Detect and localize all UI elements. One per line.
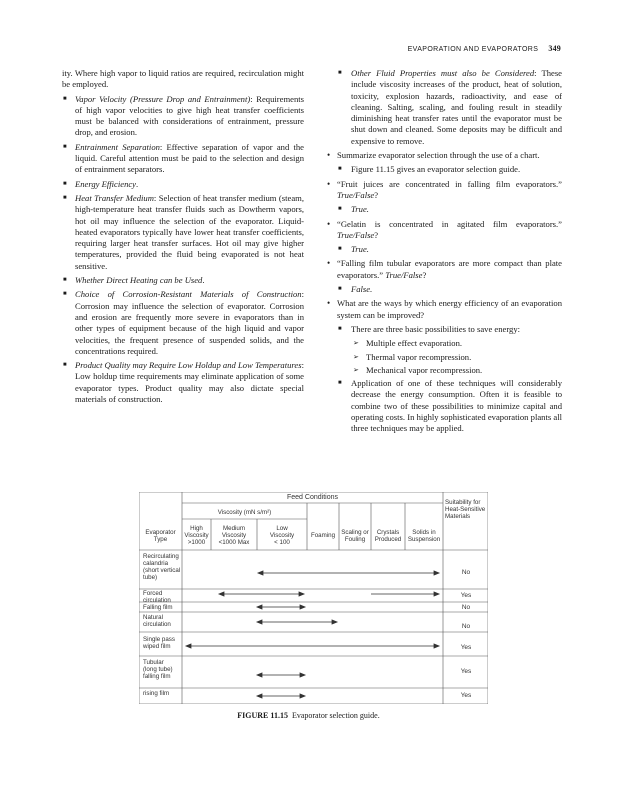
arrowhead-left xyxy=(257,605,262,609)
item-title: Energy Efficiency xyxy=(75,178,136,189)
item-text: . xyxy=(202,275,205,286)
header-line: Medium xyxy=(222,525,245,532)
suitability-line: Heat-Sensitive xyxy=(445,506,486,514)
question-text: What are the ways by which energy efficiency of an evaporation system can be improved? xyxy=(337,298,562,320)
label-line: Tubular xyxy=(143,659,164,666)
item-title: Heat Transfer Medium xyxy=(75,192,154,203)
header-line: Solids in xyxy=(412,529,436,536)
square-bullet-icon: ■ xyxy=(338,70,342,76)
answer-item xyxy=(326,244,562,255)
row-label-rising-film xyxy=(143,690,169,697)
answer-item xyxy=(326,324,562,335)
sub-item-text: Multiple effect evaporation. xyxy=(366,338,463,349)
answer-text: Figure 11.15 gives an evaporator selection guide. xyxy=(351,164,521,175)
true-false-tag: True/False xyxy=(337,229,375,240)
label-line: Forced xyxy=(143,590,163,597)
square-bullet-icon: ■ xyxy=(63,194,67,201)
round-bullet-icon: • xyxy=(327,298,331,309)
left-column xyxy=(62,68,304,408)
label-line: Natural xyxy=(143,614,163,621)
sub-item xyxy=(326,365,562,376)
high-viscosity-header xyxy=(182,525,211,547)
label-line: calandria xyxy=(143,560,169,567)
answer-text: Application of one of these techniques will considerably decrease the energy consumption. Often it is feasible to combine two of these possibilities to minimize capital and operating costs. In highly sophisticated evaporation plants all three techniques may be applied. xyxy=(351,378,562,434)
suitability-value: Yes xyxy=(460,692,472,699)
answer-item xyxy=(326,378,562,434)
list-item xyxy=(62,179,304,190)
suitability-value: No xyxy=(461,569,471,576)
arrowhead-right xyxy=(300,694,305,698)
arrowhead-right xyxy=(434,592,439,596)
square-bullet-icon: ■ xyxy=(63,291,67,298)
low-viscosity-header xyxy=(257,525,307,547)
suitability-value: Yes xyxy=(460,668,472,675)
question-item: • “Falling film tubular evaporators are more compact than plate evaporators.” True/False? xyxy=(327,258,562,280)
table-border xyxy=(139,492,488,704)
question-item xyxy=(326,298,562,321)
solids-header xyxy=(405,529,443,543)
figure-caption-text: Evaporator selection guide. xyxy=(291,711,380,720)
list-item xyxy=(62,289,304,357)
header-line: Suspension xyxy=(407,536,441,544)
question-text: “Fruit juices are concentrated in falling film evaporators.” xyxy=(337,178,562,189)
figure-label: FIGURE 11.15 xyxy=(237,711,288,720)
header-line: Fouling xyxy=(344,536,366,544)
row-label-wiped-film xyxy=(143,636,175,650)
label-line: circulation xyxy=(143,597,171,604)
round-bullet-icon: • xyxy=(327,178,331,189)
feed-conditions-header: Feed Conditions xyxy=(287,494,338,501)
round-bullet-icon: • xyxy=(327,150,331,161)
header-line: Viscosity xyxy=(269,532,295,540)
list-item xyxy=(62,142,304,176)
list-item xyxy=(326,68,562,147)
arrowhead-right xyxy=(434,644,439,648)
arrowhead-left xyxy=(257,673,262,677)
header-line: Produced xyxy=(374,536,402,544)
figure-caption xyxy=(0,711,617,720)
suitability-line: Suitability for xyxy=(445,499,481,506)
item-title: Vapor Velocity (Pressure Drop and Entrainment) xyxy=(75,93,251,104)
arrowhead-icon: ➢ xyxy=(353,352,359,361)
question-text: “Gelatin is concentrated in agitated film evaporators.” xyxy=(337,218,562,229)
question-item: • “Fruit juices are concentrated in falling film evaporators.” True/False? xyxy=(327,178,562,200)
square-bullet-icon: ■ xyxy=(338,246,342,253)
label-line: Recirculating xyxy=(143,553,179,560)
label-line: Falling film xyxy=(143,604,173,611)
suitability-line: Materials xyxy=(445,513,471,521)
item-title: Whether Direct Heating can be Used xyxy=(75,275,203,286)
answer-item xyxy=(326,204,562,215)
row-label-natural xyxy=(143,614,171,628)
arrowhead-right xyxy=(332,620,337,624)
square-bullet-icon: ■ xyxy=(63,143,67,150)
item-text: : Requirements of high vapor velocities to give high heat transfer coefficients must be balanced with considerations of entrainment, pressure drop, and erosion. xyxy=(75,93,304,138)
row-label-recirculating xyxy=(143,553,180,581)
page-number: 349 xyxy=(548,44,561,53)
answer-item xyxy=(326,284,562,295)
suitability-value: Yes xyxy=(460,592,472,599)
arrowhead-right xyxy=(299,592,304,596)
crystals-header xyxy=(371,529,405,543)
medium-viscosity-header xyxy=(211,525,257,547)
true-false-tag: True/False xyxy=(385,269,423,280)
arrowhead-icon: ➢ xyxy=(353,365,359,374)
answer-text: False. xyxy=(351,284,373,295)
left-intro: ity. Where high vapor to liquid ratios are required, recirculation might be employed. xyxy=(62,68,304,90)
row-label-falling-film xyxy=(143,604,173,611)
list-item xyxy=(62,275,304,286)
suitability-value: No xyxy=(461,623,471,630)
answer-text: True. xyxy=(351,204,369,215)
answer-text: True. xyxy=(351,244,369,255)
foaming-header: Foaming xyxy=(310,532,336,539)
arrowhead-right xyxy=(300,673,305,677)
scaling-header xyxy=(339,529,371,543)
header-line: <1000 Max xyxy=(218,539,250,547)
table-grid xyxy=(139,492,488,704)
arrowhead-left xyxy=(258,571,263,575)
label-line: Single pass xyxy=(143,636,175,643)
item-text: : Selection of heat transfer medium (steam, high-temperature heat transfer fluids such as Dowtherm vapors, hot oil may influence the selection of the evaporator. Liquid-heated evaporators typically have lower heat transfer coefficients, requiring larger heat transfer surfaces. Hot oil may give higher temperatures, provided the fluid being evaporated is not heat sensitive. xyxy=(75,192,304,271)
item-title: Entrainment Separation xyxy=(75,141,160,152)
header-line: Low xyxy=(276,525,288,532)
answer-item xyxy=(326,164,562,175)
item-text: : These include viscosity increases of the product, heat of solution, toxicity, explosion hazards, radioactivity, and ease of cleaning. Salting, scaling, and fouling result in steadily diminishing heat transfer rates until the evaporator must be shut down and cleaned. Some deposits may be difficult and expensive to remove. xyxy=(351,68,562,146)
header-title: EVAPORATION AND EVAPORATORS xyxy=(407,46,539,53)
label-line: wiped film xyxy=(143,643,171,650)
header-line: Evaporator xyxy=(145,529,176,536)
square-bullet-icon: ■ xyxy=(338,380,342,387)
evaporator-type-header xyxy=(139,529,182,543)
sub-item xyxy=(326,338,562,349)
label-line: circulation xyxy=(143,621,171,628)
list-item xyxy=(62,94,304,139)
header-line: Viscosity xyxy=(221,532,247,540)
square-bullet-icon: ■ xyxy=(338,325,342,332)
square-bullet-icon: ■ xyxy=(63,362,67,369)
arrowhead-icon: ➢ xyxy=(353,339,359,348)
viscosity-header: Viscosity (mN s/m²) xyxy=(217,509,272,516)
arrowhead-right xyxy=(434,571,439,575)
arrowhead-right xyxy=(300,605,305,609)
arrowhead-left xyxy=(257,620,262,624)
list-item xyxy=(62,360,304,405)
square-bullet-icon: ■ xyxy=(338,166,342,173)
item-title: Choice of Corrosion-Resistant Materials of Construction xyxy=(75,289,302,300)
true-false-tag: True/False xyxy=(337,189,375,200)
evaporator-selection-table xyxy=(139,492,488,704)
question-text: Summarize evaporator selection through the use of a chart. xyxy=(337,150,540,161)
header-line: Crystals xyxy=(376,529,400,536)
question-text: “Falling film tubular evaporators are more compact than plate evaporators.” xyxy=(337,258,562,280)
question-item: • “Gelatin is concentrated in agitated film evaporators.” True/False? xyxy=(327,218,562,240)
square-bullet-icon: ■ xyxy=(338,286,342,293)
arrowhead-left xyxy=(257,694,262,698)
arrowhead-left xyxy=(219,592,224,596)
right-column xyxy=(326,68,562,438)
list-item xyxy=(62,193,304,272)
item-title: Other Fluid Properties must also be Considered xyxy=(351,68,535,78)
header-line: Type xyxy=(153,536,168,544)
item-title: Product Quality may Require Low Holdup and Low Temperatures xyxy=(75,360,302,371)
square-bullet-icon: ■ xyxy=(63,180,67,187)
suitability-value: Yes xyxy=(460,644,472,651)
suitability-header xyxy=(443,499,488,521)
arrowhead-left xyxy=(186,644,191,648)
item-text: : Corrosion may influence the selection of evaporator. Corrosion and erosion are frequently more severe in evaporators than in other types of equipment because of the high liquid and vapor velocities, the frequent presence of suspended solids, and the concentrations required. xyxy=(75,289,304,356)
label-line: (short vertical xyxy=(143,567,181,574)
item-text: : Low holdup time requirements may eliminate application of some evaporator types. Product quality may also dictate special materials of construction. xyxy=(75,360,304,405)
sub-item xyxy=(326,352,562,363)
square-bullet-icon: ■ xyxy=(338,206,342,213)
round-bullet-icon: • xyxy=(327,258,331,269)
item-text: : Effective separation of vapor and the liquid. Careful attention must be paid to the selection and design of entrainment separators. xyxy=(75,141,304,175)
label-line: (long tube) xyxy=(143,666,173,673)
question-item xyxy=(326,150,562,161)
square-bullet-icon: ■ xyxy=(63,95,67,102)
square-bullet-icon: ■ xyxy=(63,277,67,284)
sub-item-text: Mechanical vapor recompression. xyxy=(366,364,483,375)
header-line: High xyxy=(190,525,203,532)
sub-item-text: Thermal vapor recompression. xyxy=(366,351,472,362)
label-line: rising film xyxy=(143,690,170,697)
label-line: falling film xyxy=(143,673,171,680)
round-bullet-icon: • xyxy=(327,218,331,229)
header-line: < 100 xyxy=(274,539,290,547)
item-text: . xyxy=(136,178,139,189)
header-line: >1000 xyxy=(187,539,206,547)
header-line: Scaling or xyxy=(341,529,369,536)
label-line: tube) xyxy=(143,574,158,581)
running-header xyxy=(408,44,561,53)
row-label-tubular xyxy=(143,659,173,680)
row-label-forced xyxy=(143,590,171,604)
suitability-value: No xyxy=(461,604,471,611)
header-line: Viscosity xyxy=(184,532,209,540)
answer-text: There are three basic possibilities to save energy: xyxy=(351,323,521,334)
